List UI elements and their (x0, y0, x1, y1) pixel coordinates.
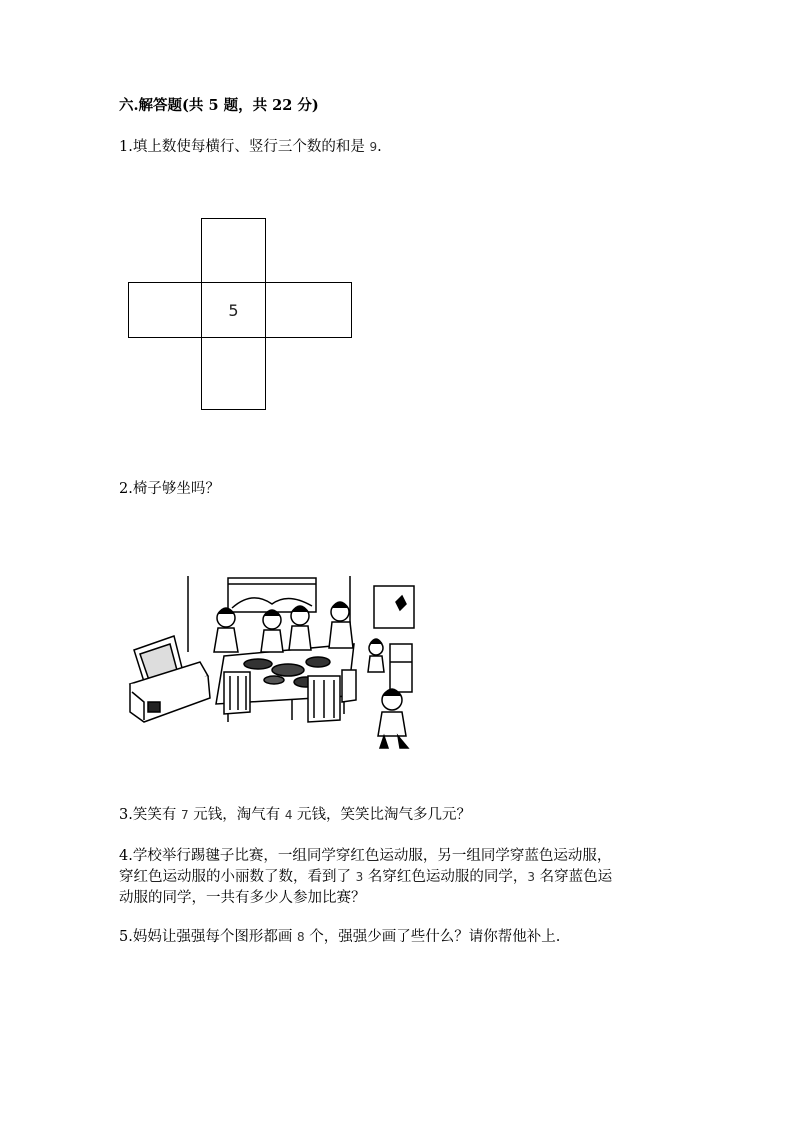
question-3 (119, 805, 471, 826)
q3-text-2: 元钱，淘气有 (188, 807, 285, 823)
q3-number-2: 4 (284, 808, 293, 822)
q4-text-a: 穿红色运动服的小丽数了数，看到了 (119, 869, 356, 885)
q4-number-2: 3 (527, 870, 535, 884)
cross-cell-top[interactable] (201, 218, 266, 283)
cross-center-number: 5 (228, 300, 239, 320)
q3-number-1: 7 (180, 808, 189, 822)
question-2: 2.椅子够坐吗？ (119, 481, 220, 497)
q1-suffix: . (377, 139, 382, 155)
question-4-line-2 (119, 867, 612, 888)
question-5 (119, 927, 560, 948)
q5-number-1: 8 (296, 930, 305, 944)
q3-text-1: 3.笑笑有 (119, 807, 181, 823)
cross-cell-left[interactable] (128, 282, 202, 338)
question-4-line-3: 动服的同学，一共有多少人参加比赛？ (119, 890, 366, 906)
section-title: 六.解答题(共 5 题，共 22 分) (119, 97, 319, 114)
q1-text: 1.填上数使每横行、竖行三个数的和是 (119, 139, 370, 155)
q5-text-2: 个，强强少画了些什么？请你帮他补上. (304, 929, 561, 945)
cross-cell-right[interactable] (265, 282, 352, 338)
q4-number-1: 3 (355, 870, 364, 884)
q4-text-c: 名穿蓝色运 (535, 869, 613, 885)
q1-target-number: 9 (369, 140, 378, 154)
q3-text-3: 元钱，笑笑比淘气多几元？ (292, 807, 472, 823)
question-1 (119, 137, 382, 158)
q4-text-b: 名穿红色运动服的同学， (363, 869, 528, 885)
q5-text-1: 5.妈妈让强强每个图形都画 (119, 929, 297, 945)
question-4-line-1: 4.学校举行踢毽子比赛，一组同学穿红色运动服，另一组同学穿蓝色运动服， (119, 848, 612, 864)
classroom-chairs-illustration (128, 572, 418, 752)
cross-cell-bottom[interactable] (201, 337, 266, 410)
